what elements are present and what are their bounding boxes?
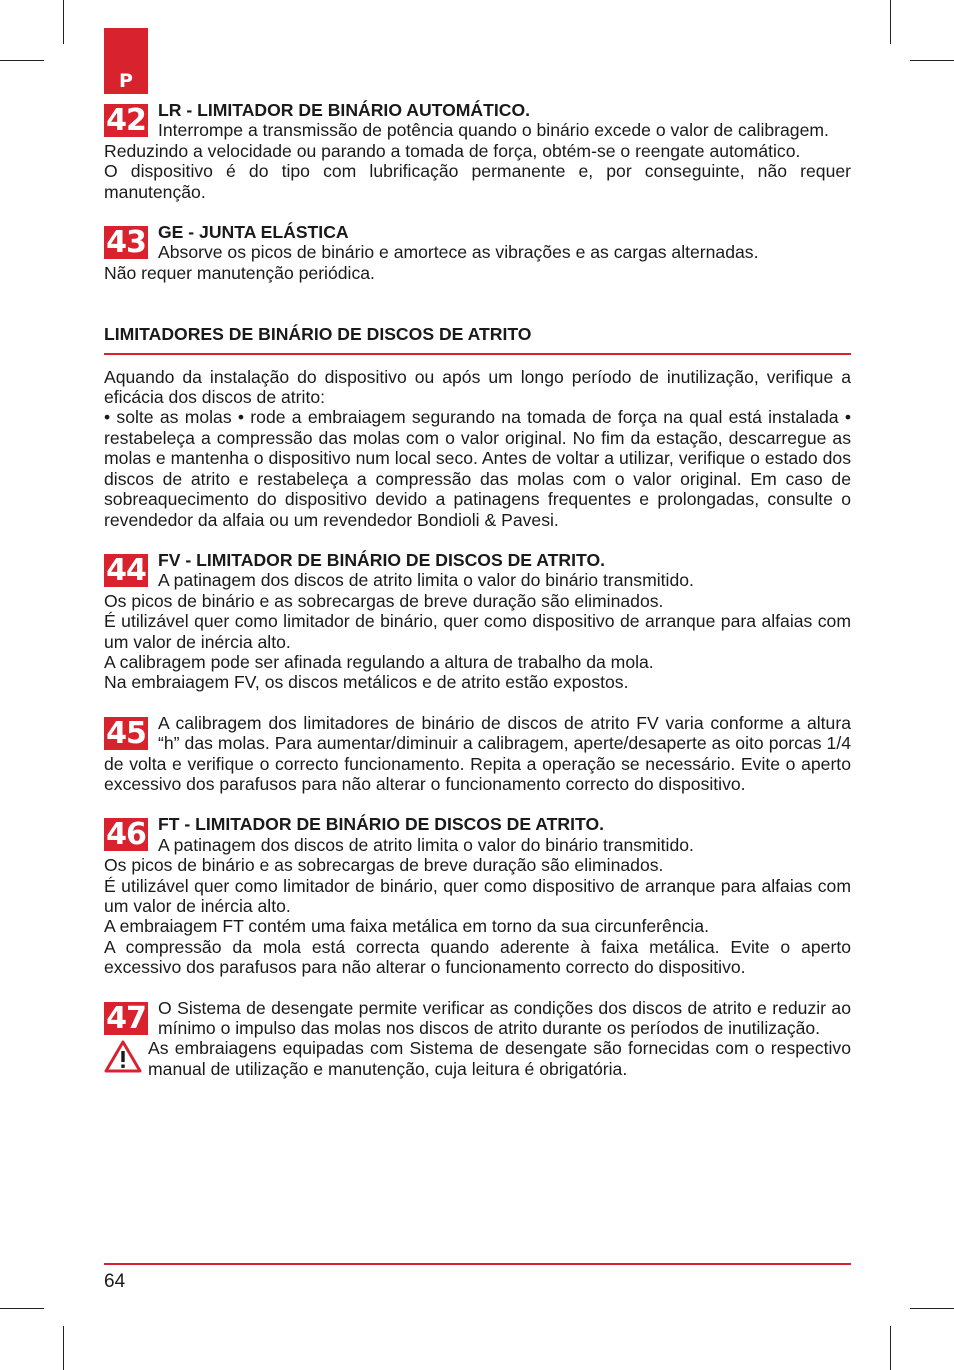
paragraph: A compressão da mola está correcta quando aderente à faixa metálica. Evite o aperto excessivo dos parafusos para não alterar o funcionamento correcto do dispositivo. xyxy=(104,936,851,978)
section-number: 42 xyxy=(104,104,148,137)
section-45 xyxy=(104,713,851,795)
intro xyxy=(104,367,851,530)
section-42 xyxy=(104,100,851,202)
paragraph: O dispositivo é do tipo com lubrificação permanente e, por conseguinte, não requer manutenção. xyxy=(104,161,851,202)
section-number: 44 xyxy=(104,554,148,587)
section-43 xyxy=(104,222,851,283)
paragraph: Interrompe a transmissão de potência quando o binário excede o valor de calibragem. xyxy=(158,120,829,141)
section-title: GE - JUNTA ELÁSTICA xyxy=(158,222,349,243)
crop-mark xyxy=(63,0,64,44)
section-number: 46 xyxy=(104,818,148,851)
section-46 xyxy=(104,814,851,977)
section-title: FT - LIMITADOR DE BINÁRIO DE DISCOS DE ATRITO. xyxy=(158,814,605,835)
section-47 xyxy=(104,998,851,1080)
warning-triangle-icon xyxy=(104,1040,142,1073)
section-title: FV - LIMITADOR DE BINÁRIO DE DISCOS DE ATRITO. xyxy=(158,549,606,570)
section-heading: LIMITADORES DE BINÁRIO DE DISCOS DE ATRITO xyxy=(104,324,851,354)
crop-mark xyxy=(890,0,891,44)
language-tab: P xyxy=(104,28,148,94)
section-number: 45 xyxy=(104,717,148,750)
warning-note xyxy=(104,1038,851,1079)
crop-mark xyxy=(910,60,954,61)
paragraph: A calibragem dos limitadores de binário de discos de atrito FV varia conforme a altura “h” das molas. Para aumentar/diminuir a calibragem, aperte/desaperte as oito porcas 1/4 de volta e verifique o correcto funcionamento. Repita a operação se necessário. Evite o aperto excessivo dos parafusos para não alterar o funcionamento correcto do dispositivo. xyxy=(104,712,851,794)
paragraph: A embraiagem FT contém uma faixa metálica em torno da sua circunferência. xyxy=(104,916,709,937)
paragraph: Aquando da instalação do dispositivo ou após um longo período de inutilização, verifique a eficácia dos discos de atrito: xyxy=(104,366,851,408)
paragraph: Os picos de binário e as sobrecargas de breve duração são eliminados. xyxy=(104,855,664,876)
paragraph: É utilizável quer como limitador de binário, quer como dispositivo de arranque para alfaias com um valor de inércia alto. xyxy=(104,875,851,916)
page-number: 64 xyxy=(104,1271,126,1292)
section-number: 47 xyxy=(104,1002,148,1035)
paragraph: A calibragem pode ser afinada regulando a altura de trabalho da mola. xyxy=(104,651,654,672)
paragraph: Reduzindo a velocidade ou parando a tomada de força, obtém-se o reengate automático. xyxy=(104,140,801,161)
paragraph: Os picos de binário e as sobrecargas de breve duração são eliminados. xyxy=(104,590,664,611)
paragraph: O Sistema de desengate permite verificar as condições dos discos de atrito e reduzir ao mínimo o impulso das molas nos discos de atrito durante os períodos de inutilização. xyxy=(158,997,851,1039)
crop-mark xyxy=(890,1326,891,1370)
paragraph: A patinagem dos discos de atrito limita o valor do binário transmitido. xyxy=(158,834,694,855)
paragraph: Absorve os picos de binário e amortece as vibrações e as cargas alternadas. xyxy=(158,242,759,263)
paragraph: É utilizável quer como limitador de binário, quer como dispositivo de arranque para alfaias com um valor de inércia alto. xyxy=(104,611,851,652)
paragraph: Na embraiagem FV, os discos metálicos e de atrito estão expostos. xyxy=(104,672,629,693)
warning-text: As embraiagens equipadas com Sistema de desengate são fornecidas com o respectivo manual de utilização e manutenção, cuja leitura é obrigatória. xyxy=(148,1038,851,1079)
section-number: 43 xyxy=(104,226,148,259)
crop-mark xyxy=(0,1308,44,1309)
footer-rule xyxy=(104,1263,851,1265)
paragraph: • solte as molas • rode a embraiagem segurando na tomada de força na qual está instalada • restabeleça a compressão das molas com o valor original. No fim da estação, descarregue as molas e mantenha o dispositivo num local seco. Antes de voltar a utilizar, verifique o estado dos discos de atrito e restabeleça a compressão das molas com o valor original. Em caso de sobreaquecimento do dispositivo devido a patinagens frequentes e prolongadas, consulte o revendedor da alfaia ou um revendedor Bondioli & Pavesi. xyxy=(104,407,851,530)
paragraph: Não requer manutenção periódica. xyxy=(104,262,375,283)
paragraph: A patinagem dos discos de atrito limita o valor do binário transmitido. xyxy=(158,570,694,591)
crop-mark xyxy=(63,1326,64,1370)
section-44 xyxy=(104,550,851,693)
page-content xyxy=(104,100,851,1079)
section-title: LR - LIMITADOR DE BINÁRIO AUTOMÁTICO. xyxy=(158,100,531,120)
crop-mark xyxy=(910,1308,954,1309)
crop-mark xyxy=(0,60,44,61)
